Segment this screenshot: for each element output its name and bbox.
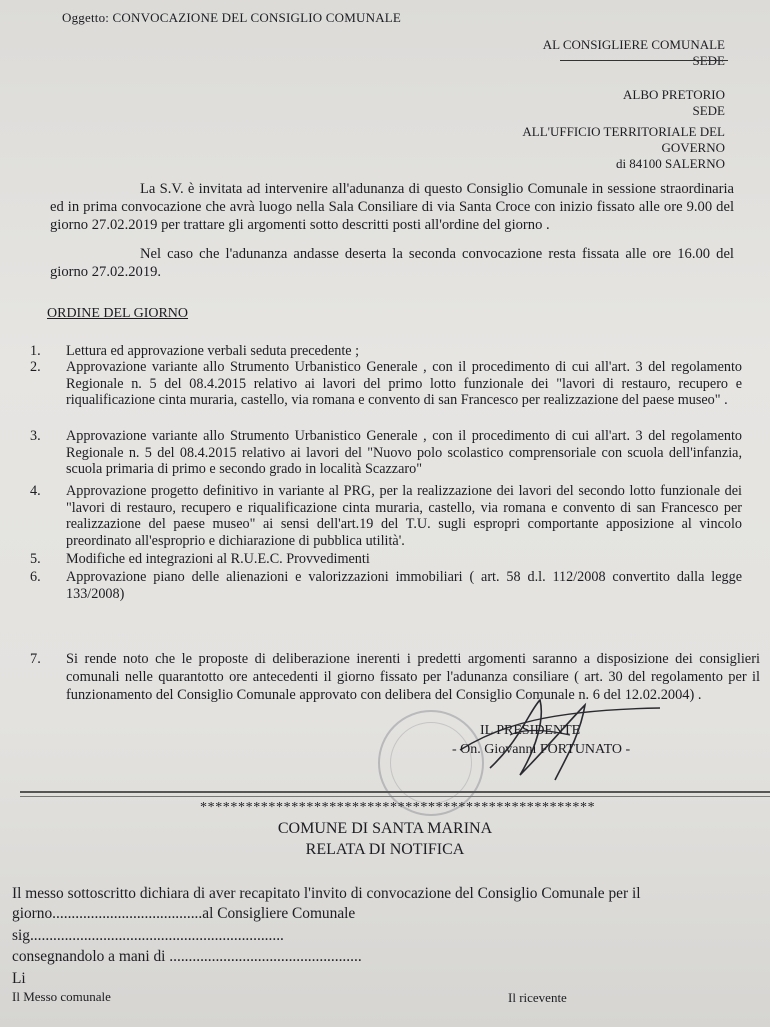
agenda-item-text: Approvazione variante allo Strumento Urbanistico Generale , con il procedimento di cui all'art. 3 del regolamento Regionale n. 5 del 08.4.2015 relativo ai lavori del "Nuovo polo scolastico comprensoriale con scuola dell'infanzia, scuola primaria di primo e secondo grado in località Scazzaro" [66, 428, 742, 477]
agenda-item-text: Approvazione variante allo Strumento Urbanistico Generale , con il procedimento di cui all'art. 3 del regolamento Regionale n. 5 del 08.4.2015 relativo ai lavori del primo lotto funzionale dei "lavori di restauro, recupero e riqualificazione cinta muraria, castello, via romana e convento di san Francesco per realizzazione del paese museo" . [66, 359, 742, 408]
agenda-item-text: Modifiche ed integrazioni al R.U.E.C. Provvedimenti [66, 551, 370, 567]
agenda-item [30, 428, 742, 478]
recipient-divider [560, 60, 728, 61]
agenda-item [30, 359, 742, 409]
agenda-item-number: 6. [30, 569, 41, 585]
messo-label: Il Messo comunale [12, 989, 111, 1004]
section-divider [20, 791, 770, 793]
recipient-line: ALL'UFFICIO TERRITORIALE DEL GOVERNO [522, 124, 725, 155]
star-divider: **************************************************** [200, 800, 596, 815]
agenda-item-number: 3. [30, 428, 41, 444]
recipient-albo [470, 87, 725, 119]
president-title: IL PRESIDENTE [480, 723, 581, 738]
agenda-item-number: 5. [30, 551, 41, 567]
recipient-line: ALBO PRETORIO [623, 87, 725, 102]
second-call-paragraph: Nel caso che l'adunanza andasse deserta la seconda convocazione resta fissata alle ore 16.00 del giorno 27.02.2019. [50, 246, 734, 280]
recipient-sede: SEDE [692, 103, 725, 118]
agenda-item [30, 551, 742, 568]
municipality-title: COMUNE DI SANTA MARINA [277, 820, 493, 837]
ricevente-label: Il ricevente [508, 990, 567, 1005]
recipient-ufficio [470, 124, 725, 172]
president-name: - On. Giovanni FORTUNATO - [452, 742, 631, 757]
recipient-consigliere [470, 37, 725, 69]
agenda-item-text: Lettura ed approvazione verbali seduta precedente ; [66, 343, 360, 359]
relata-title: RELATA DI NOTIFICA [305, 841, 465, 858]
agenda-item-text: Approvazione piano delle alienazioni e valorizzazioni immobiliari ( art. 58 d.l. 112/2008 convertito dalla legge 133/2008) [66, 569, 742, 602]
agenda-item-text: Si rende noto che le proposte di deliberazione inerenti i predetti argomenti saranno a disposizione dei consiglieri comunali nelle quarantotto ore antecedenti il giorno fissato per l'adunanza consiliare ( art. 30 del regolamento per il funzionamento del Consiglio Comunale approvato con delibera del Consiglio Comunale n. 6 del 12.02.2004) . [66, 651, 760, 703]
agenda-heading: ORDINE DEL GIORNO [47, 306, 189, 321]
oggetto-line: Oggetto: CONVOCAZIONE DEL CONSIGLIO COMUNALE [62, 10, 402, 25]
relata-line: consegnandolo a mani di .................................................. [12, 948, 362, 965]
agenda-item-number: 1. [30, 343, 41, 359]
agenda-item [30, 483, 742, 549]
agenda-item-number: 4. [30, 483, 41, 499]
relata-date: Li [12, 970, 26, 987]
agenda-item [30, 343, 742, 360]
relata-line: giorno.......................................al Consigliere Comunale [12, 905, 356, 922]
section-divider [20, 796, 770, 797]
recipient-sede: SEDE [692, 53, 725, 68]
agenda-item-number: 2. [30, 359, 41, 375]
agenda-item-number: 7. [30, 651, 41, 667]
agenda-item-text: Approvazione progetto definitivo in variante al PRG, per la realizzazione dei lavori del secondo lotto funzionale dei "lavori di restauro, recupero e riqualificazione cinta muraria, castello, via romana e convento di san Francesco per realizzazione del paese museo" ai sensi dell'art.19 del T.U. sugli espropri comportante apposizione al vincolo preordinato all'esproprio e dichiarazione di pubblica utilità'. [66, 483, 742, 549]
recipient-city: di 84100 SALERNO [615, 156, 725, 171]
relata-line: Il messo sottoscritto dichiara di aver recapitato l'invito di convocazione del Consiglio Comunale per il [12, 885, 641, 902]
recipient-line: AL CONSIGLIERE COMUNALE [542, 37, 725, 52]
relata-line: sig.................................................................. [12, 927, 284, 944]
agenda-item [30, 569, 742, 602]
invitation-paragraph: La S.V. è invitata ad intervenire all'adunanza di questo Consiglio Comunale in sessione straordinaria ed in prima convocazione che avrà luogo nella Sala Consiliare di via Santa Croce con inizio fissato alle ore 9.00 del giorno 27.02.2019 per trattare gli argomenti sotto descritti posti all'ordine del giorno . [50, 181, 734, 233]
